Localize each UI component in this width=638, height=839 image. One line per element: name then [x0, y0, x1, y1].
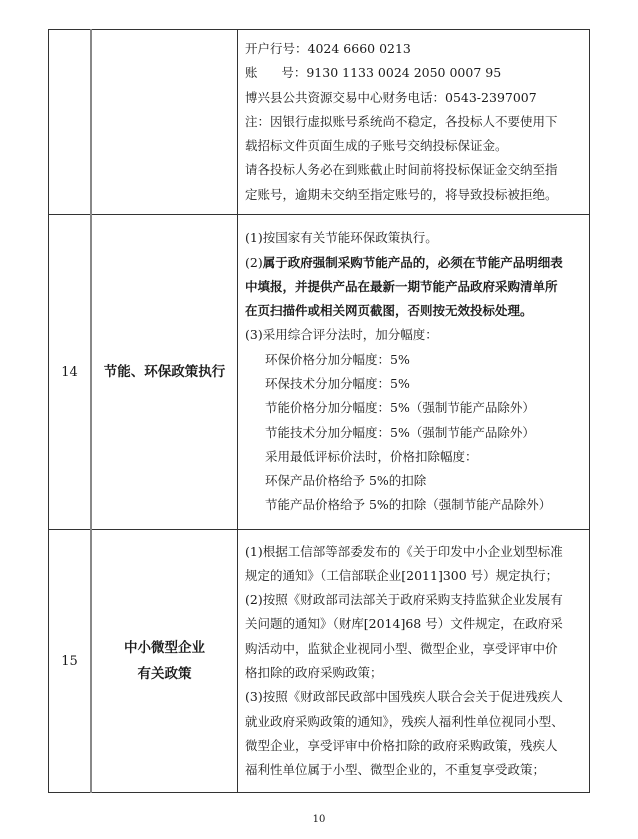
energy-price-bonus: 节能价格分加分幅度：5%（强制节能产品除外） — [265, 400, 535, 416]
deadline-line-1: 请各投标人务必在到账截止时间前将投标保证金交纳至指 — [245, 162, 558, 178]
row-title-line-1: 中小微型企业 — [124, 640, 205, 656]
sme-line-7: (3)按照《财政部民政部中国残疾人联合会关于促进残疾人 — [245, 689, 563, 705]
sme-line-2: 规定的通知》（工信部联企业[2011]300 号）规定执行； — [245, 567, 559, 583]
page-number: 10 — [312, 814, 326, 825]
row-number — [49, 30, 92, 215]
sme-line-10: 福利性单位属于小型、微型企业的，不重复享受政策； — [245, 762, 546, 778]
sme-line-9: 微型企业，享受评审中价格扣除的政府采购政策，残疾人 — [245, 737, 558, 753]
energy-tech-bonus: 节能技术分加分幅度：5%（强制节能产品除外） — [265, 424, 535, 440]
item-prefix: (2) — [245, 254, 263, 270]
bid-terms-table — [48, 29, 590, 793]
note-line-1: 注：因银行虚拟账号系统尚不稳定，各投标人不要使用下 — [245, 113, 558, 129]
row-content — [238, 30, 590, 215]
table-row-15 — [49, 530, 590, 793]
policy-item-1: (1)按国家有关节能环保政策执行。 — [245, 230, 438, 246]
energy-product-deduction: 节能产品价格给予 5%的扣除（强制节能产品除外） — [265, 497, 552, 513]
row-title — [91, 30, 238, 215]
table-row-deposit-account — [49, 30, 590, 215]
sme-line-3: (2)按照《财政部司法部关于政府采购支持监狱企业发展有 — [245, 592, 563, 608]
row-number: 15 — [49, 530, 92, 793]
deadline-line-2: 定账号，逾期未交纳至指定账号的，将导致投标被拒绝。 — [245, 186, 558, 202]
policy-item-2-line-1 — [245, 251, 583, 275]
row-number: 14 — [49, 215, 92, 530]
row-content — [238, 530, 590, 793]
env-price-bonus: 环保价格分加分幅度：5% — [265, 351, 410, 367]
finance-phone-line: 博兴县公共资源交易中心财务电话：0543-2397007 — [245, 89, 537, 105]
row-content — [238, 215, 590, 530]
bank-code-line: 开户行号：4024 6660 0213 — [245, 40, 411, 56]
table-row-14 — [49, 215, 590, 530]
account-number-line: 账 号：9130 1133 0024 2050 0007 95 — [245, 65, 502, 81]
sme-line-8: 就业政府采购政策的通知》，残疾人福利性单位视同小型、 — [245, 713, 564, 729]
lowest-price-method: 采用最低评标价法时，价格扣除幅度： — [265, 448, 478, 464]
env-product-deduction: 环保产品价格给予 5%的扣除 — [265, 473, 427, 489]
row-title: 节能、环保政策执行 — [91, 215, 238, 530]
note-line-2: 载招标文件页面生成的子账号交纳投标保证金。 — [245, 138, 508, 154]
sme-line-5: 购活动中，监狱企业视同小型、微型企业，享受评审中价 — [245, 640, 558, 656]
row-title-line-2: 有关政策 — [137, 666, 192, 682]
sme-line-1: (1)根据工信部等部委发布的《关于印发中小企业划型标准 — [245, 543, 563, 559]
policy-item-2-line-2: 中填报，并提供产品在最新一期节能产品政府采购清单所 — [245, 278, 558, 294]
sme-line-6: 格扣除的政府采购政策； — [245, 665, 383, 680]
env-tech-bonus: 环保技术分加分幅度：5% — [265, 376, 410, 391]
policy-item-3: (3)采用综合评分法时，加分幅度： — [245, 327, 438, 343]
sme-line-4: 关问题的通知》（财库[2014]68 号）文件规定，在政府采 — [245, 616, 563, 632]
bold-text: 属于政府强制采购节能产品的，必须在节能产品明细表 — [262, 254, 563, 270]
row-title — [91, 530, 238, 793]
policy-item-2-line-3: 在页扫描件或相关网页截图，否则按无效投标处理。 — [245, 303, 533, 319]
